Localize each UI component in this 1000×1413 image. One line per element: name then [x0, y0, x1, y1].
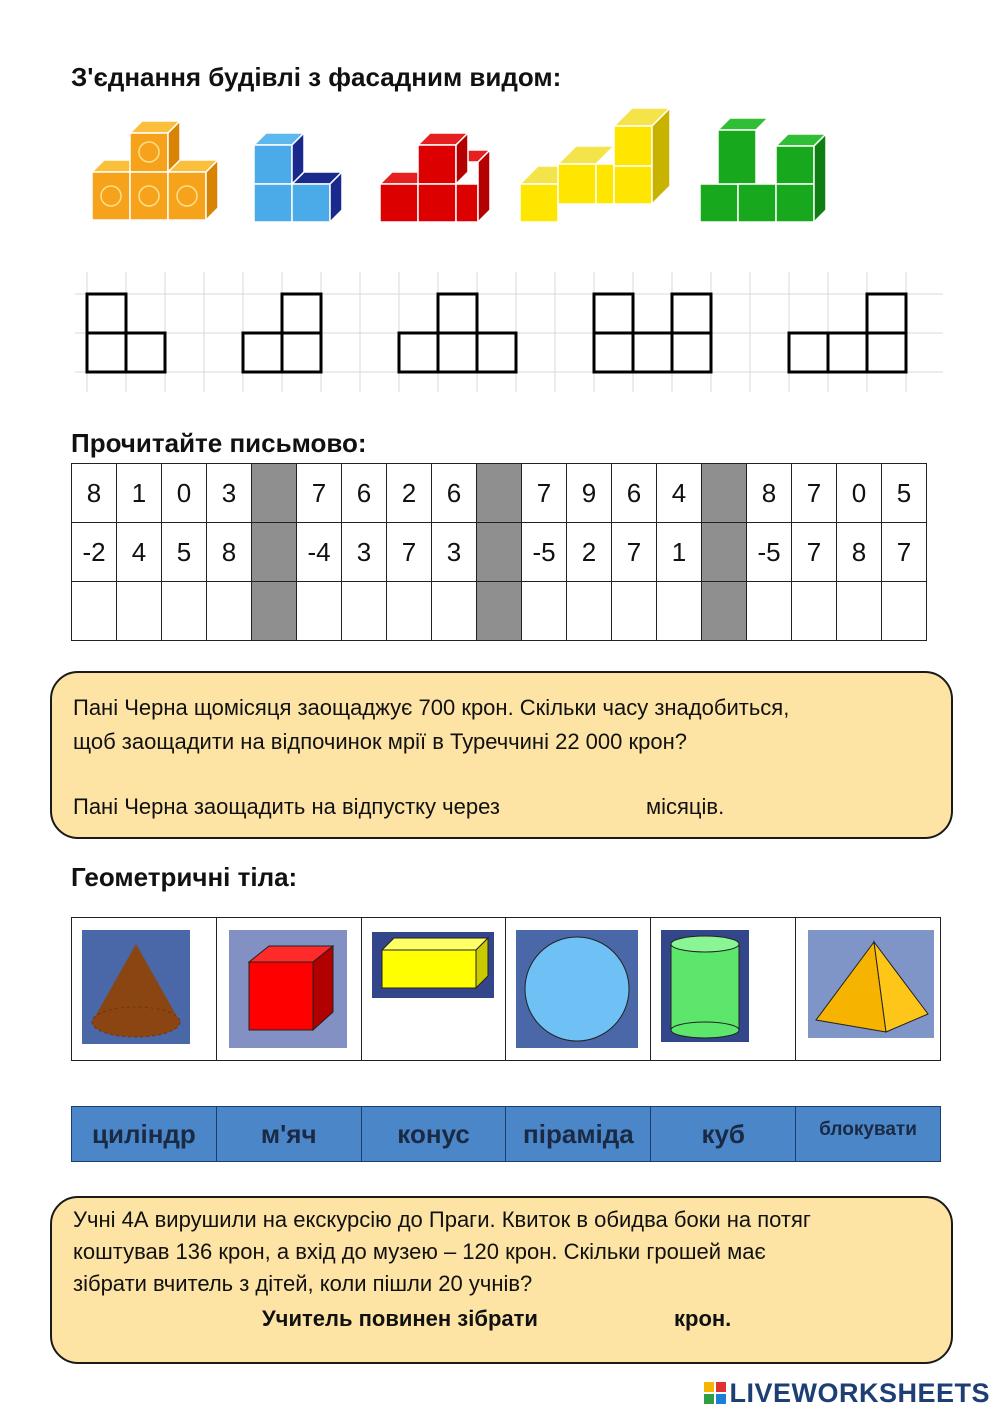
digit-cell: 3 — [432, 523, 477, 582]
digit-cell: -4 — [297, 523, 342, 582]
green-building[interactable] — [700, 118, 826, 222]
table-row-bottom — [72, 523, 927, 582]
digit-cell: 6 — [432, 464, 477, 523]
answer-cell[interactable] — [207, 582, 252, 641]
digit-cell: -5 — [747, 523, 792, 582]
facade-view-3[interactable] — [399, 294, 516, 372]
separator-cell — [477, 582, 522, 641]
digit-cell: 8 — [837, 523, 882, 582]
answer-cell[interactable] — [882, 582, 927, 641]
sphere-icon — [516, 930, 638, 1048]
solid-cell-2[interactable] — [217, 918, 362, 1060]
digit-cell: 9 — [567, 464, 612, 523]
solid-cell-6[interactable] — [796, 918, 940, 1060]
digit-cell: 7 — [792, 464, 837, 523]
separator-cell — [252, 582, 297, 641]
separator-cell — [702, 582, 747, 641]
digit-cell: 0 — [837, 464, 882, 523]
word-tile-cylinder[interactable]: циліндр — [72, 1107, 217, 1161]
digit-cell: 7 — [297, 464, 342, 523]
digit-cell: -5 — [522, 523, 567, 582]
word-tile-ball[interactable]: м'яч — [217, 1107, 362, 1161]
cube-icon — [229, 930, 347, 1048]
digit-cell: 1 — [657, 523, 702, 582]
word-tile-cube[interactable]: куб — [651, 1107, 796, 1161]
separator-cell — [252, 464, 297, 523]
digit-cell: 6 — [342, 464, 387, 523]
answer-cell[interactable] — [792, 582, 837, 641]
answer-cell[interactable] — [72, 582, 117, 641]
facade-view-5[interactable] — [789, 294, 906, 372]
problem-1-line-1: Пані Черна щомісяця заощаджує 700 крон. Скільки часу знадобиться, — [73, 695, 790, 720]
cuboid-icon — [372, 932, 494, 998]
facade-view-4[interactable] — [594, 294, 711, 372]
answer-cell[interactable] — [747, 582, 792, 641]
digit-cell: 7 — [882, 523, 927, 582]
problem-1-answer-prefix: Пані Черна заощадить на відпустку через — [73, 794, 500, 819]
red-building[interactable] — [380, 133, 490, 222]
liveworksheets-logo — [704, 1378, 990, 1409]
separator-cell — [252, 523, 297, 582]
facade-view-2[interactable] — [243, 294, 321, 372]
answer-cell[interactable] — [522, 582, 567, 641]
buildings-row — [80, 100, 850, 235]
facade-grid — [75, 272, 943, 392]
digit-cell: 4 — [117, 523, 162, 582]
months-answer-input[interactable] — [570, 793, 644, 823]
separator-cell — [477, 464, 522, 523]
section-title-buildings: З'єднання будівлі з фасадним видом: — [71, 62, 562, 92]
orange-building[interactable] — [92, 121, 218, 220]
word-tile-pyramid[interactable]: піраміда — [506, 1107, 651, 1161]
digit-cell: 2 — [387, 464, 432, 523]
digit-cell: 6 — [612, 464, 657, 523]
solids-row — [71, 917, 941, 1061]
problem-2-line-3: зібрати вчитель з дітей, коли пішли 20 учнів? — [73, 1271, 533, 1296]
table-row-top — [72, 464, 927, 523]
separator-cell — [477, 523, 522, 582]
solid-cell-1[interactable] — [72, 918, 217, 1060]
digit-cell: 7 — [522, 464, 567, 523]
problem-1-answer-suffix: місяців. — [646, 794, 725, 819]
digit-cell: 7 — [387, 523, 432, 582]
cylinder-icon — [661, 930, 749, 1042]
problem-1-box — [50, 671, 953, 839]
problem-2-line-1: Учні 4А вирушили на екскурсію до Праги. Квиток в обидва боки на потяг — [73, 1207, 811, 1232]
problem-2-answer-suffix: крон. — [674, 1306, 732, 1331]
word-tile-cone[interactable]: конус — [362, 1107, 507, 1161]
digit-cell: 8 — [72, 464, 117, 523]
digit-cell: 0 — [162, 464, 207, 523]
digit-cell: 7 — [792, 523, 837, 582]
section-title-solids: Геометричні тіла: — [71, 862, 298, 892]
table-row-answer — [72, 582, 927, 641]
digit-cell: -2 — [72, 523, 117, 582]
facade-view-1[interactable] — [87, 294, 165, 372]
digit-cell: 8 — [207, 523, 252, 582]
answer-cell[interactable] — [837, 582, 882, 641]
section-title-subtraction: Прочитайте письмово: — [71, 428, 367, 458]
money-answer-input[interactable] — [587, 1305, 671, 1335]
answer-cell[interactable] — [162, 582, 207, 641]
solid-cell-5[interactable] — [651, 918, 796, 1060]
word-tiles — [71, 1106, 941, 1162]
word-tile-block[interactable]: блокувати — [796, 1107, 940, 1161]
subtraction-table — [71, 463, 927, 641]
problem-2-box — [50, 1196, 953, 1364]
logo-text: LIVEWORKSHEETS — [729, 1378, 990, 1408]
separator-cell — [702, 464, 747, 523]
problem-2-answer-prefix: Учитель повинен зібрати — [262, 1306, 538, 1331]
digit-cell: 1 — [117, 464, 162, 523]
digit-cell: 5 — [882, 464, 927, 523]
digit-cell: 5 — [162, 523, 207, 582]
separator-cell — [702, 523, 747, 582]
digit-cell: 2 — [567, 523, 612, 582]
answer-cell[interactable] — [387, 582, 432, 641]
digit-cell: 8 — [747, 464, 792, 523]
answer-cell[interactable] — [297, 582, 342, 641]
digit-cell: 4 — [657, 464, 702, 523]
cone-icon — [82, 930, 190, 1044]
yellow-building[interactable] — [520, 108, 670, 222]
answer-cell[interactable] — [432, 582, 477, 641]
answer-cell[interactable] — [117, 582, 162, 641]
problem-2-line-2: коштував 136 крон, а вхід до музею – 120 крон. Скільки грошей має — [73, 1239, 766, 1264]
digit-cell: 7 — [612, 523, 657, 582]
digit-cell: 3 — [207, 464, 252, 523]
answer-cell[interactable] — [342, 582, 387, 641]
solid-cell-4[interactable] — [506, 918, 651, 1060]
answer-cell[interactable] — [567, 582, 612, 641]
digit-cell: 3 — [342, 523, 387, 582]
logo-icon — [704, 1382, 726, 1404]
answer-cell[interactable] — [612, 582, 657, 641]
blue-building[interactable] — [254, 133, 342, 222]
solid-cell-3[interactable] — [362, 918, 507, 1060]
pyramid-icon — [808, 930, 934, 1038]
problem-1-line-2: щоб заощадити на відпочинок мрії в Туреччині 22 000 крон? — [73, 729, 687, 754]
answer-cell[interactable] — [657, 582, 702, 641]
